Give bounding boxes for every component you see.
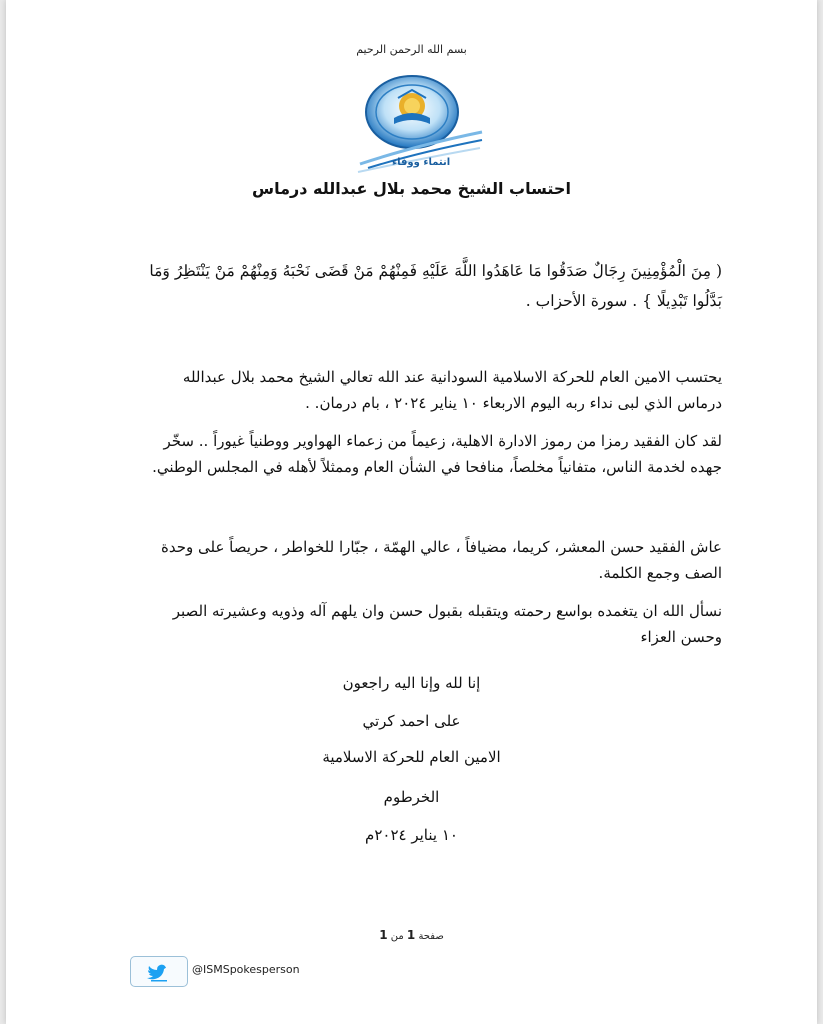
document-page: [6, 0, 817, 1024]
verse-line: ( مِنَ الْمُؤْمِنِينَ رِجَالٌ صَدَقُوا مَا عَاهَدُوا اللَّهَ عَلَيْهِ فَمِنْهُمْ مَنْ قَضَى نَحْبَهُ وَمِنْهُمْ مَنْ يَنْتَظِرُ وَمَا: [149, 262, 722, 280]
paragraph-character: [100, 534, 722, 586]
closing-phrase: إنا لله وإنا اليه راجعون: [342, 674, 481, 692]
page-of: من: [390, 931, 404, 942]
signatory-position: الامين العام للحركة الاسلامية: [322, 748, 501, 766]
logo-slogan: انتماء ووفاء: [392, 157, 451, 168]
page-total: 1: [379, 928, 388, 942]
paragraph-announcement: [100, 364, 722, 416]
signature-city: الخرطوم: [383, 788, 440, 806]
paragraph-line: وحسن العزاء: [640, 628, 722, 646]
paragraph-line: درماس الذي لبى نداء ربه اليوم الاربعاء ١٠ يناير ٢٠٢٤ ، بام درمان. .: [305, 394, 722, 412]
paragraph-line: الصف وجمع الكلمة.: [598, 564, 722, 582]
page-current: 1: [406, 928, 416, 942]
paragraph-line: نسأل الله ان يتغمده بواسع رحمته ويتقبله بقبول حسن وان يلهم آله وذويه وعشيرته الصبر: [172, 602, 722, 620]
paragraph-prayer: [100, 598, 722, 650]
paragraph-line: جهده لخدمة الناس، متفانياً مخلصاً، منافحا في الشأن العام وممثلاً لأهله في المجلس الوطني.: [152, 458, 722, 476]
page-title: احتساب الشيخ محمد بلال عبدالله درماس: [252, 179, 571, 198]
basmala: بسم الله الرحمن الرحيم: [356, 43, 467, 56]
twitter-bird-icon: [131, 957, 187, 986]
paragraph-line: يحتسب الامين العام للحركة الاسلامية السودانية عند الله تعالي الشيخ محمد بلال عبدالله: [182, 368, 722, 386]
twitter-badge[interactable]: [130, 956, 188, 987]
page-label: صفحة: [418, 931, 444, 942]
signatory-name: على احمد كرتي: [362, 712, 461, 730]
paragraph-line: عاش الفقيد حسن المعشر، كريما، مضيافاً ، عالي الهمّة ، جبّارا للخواطر ، حريصاً على وحدة: [160, 538, 722, 556]
paragraph-line: لقد كان الفقيد رمزا من رموز الادارة الاهلية، زعيماً من زعماء الهواوير ووطنياً غيوراً .. سخّر: [163, 432, 722, 450]
quran-verse: [100, 256, 722, 316]
paragraph-biography: [100, 428, 722, 480]
twitter-handle[interactable]: @ISMSpokesperson: [192, 963, 300, 976]
page-number: [6, 928, 817, 942]
organization-logo: [354, 72, 484, 180]
verse-line: بَدَّلُوا تَبْدِيلًا } . سورة الأحزاب .: [525, 292, 722, 310]
signature-date: ١٠ يناير ٢٠٢٤م: [365, 826, 458, 844]
